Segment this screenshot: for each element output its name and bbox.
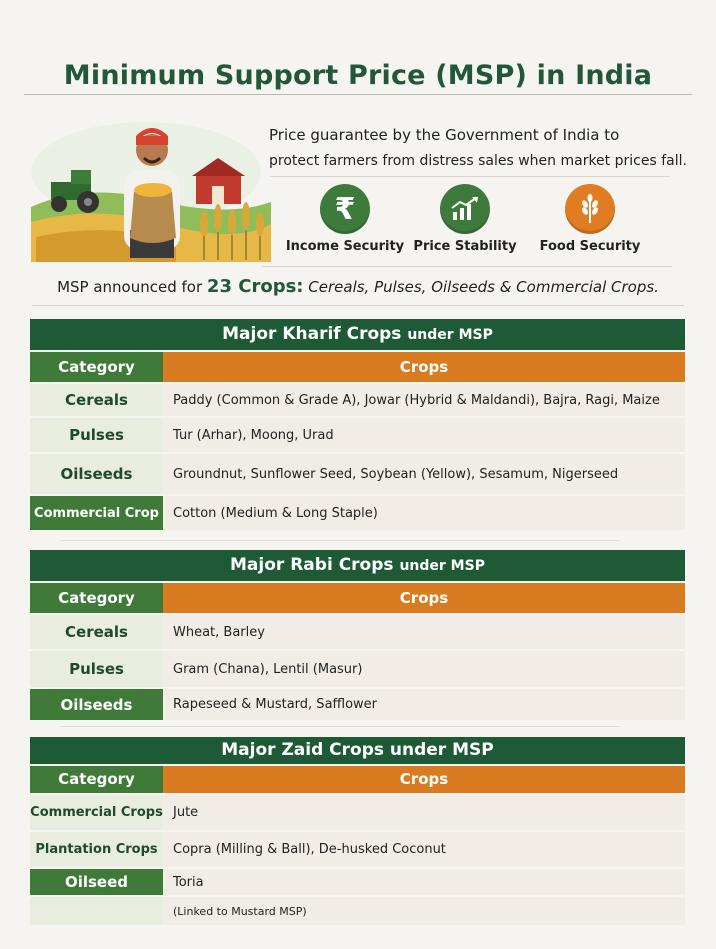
table-row xyxy=(30,384,685,416)
announce-list: Cereals, Pulses, Oilseeds & Commercial Crops. xyxy=(308,278,659,296)
feature-label: Income Security xyxy=(285,239,405,254)
row-category: Oilseeds xyxy=(30,454,163,494)
header-crops: Crops xyxy=(163,583,685,613)
rabi-title-main: Major Rabi Crops xyxy=(230,555,394,575)
table-header xyxy=(30,352,685,382)
intro-divider xyxy=(270,176,670,177)
kharif-title-suffix: under MSP xyxy=(407,327,493,343)
header-category: Category xyxy=(30,352,163,382)
header-crops: Crops xyxy=(163,766,685,793)
header-category: Category xyxy=(30,766,163,793)
features-divider xyxy=(262,266,672,267)
row-crops: Cotton (Medium & Long Staple) xyxy=(163,496,685,530)
header-category: Category xyxy=(30,583,163,613)
feature-food-security xyxy=(525,184,655,254)
table-row xyxy=(30,897,685,925)
page-title: Minimum Support Price (MSP) in India xyxy=(63,60,653,91)
row-crops: Jute xyxy=(163,795,685,830)
wheat-icon xyxy=(565,184,615,234)
row-category xyxy=(30,897,163,925)
row-crops: Copra (Milling & Ball), De-husked Coconut xyxy=(163,832,685,867)
header-crops: Crops xyxy=(163,352,685,382)
row-crops: Gram (Chana), Lentil (Masur) xyxy=(163,651,685,687)
row-crops: Rapeseed & Mustard, Safflower xyxy=(163,689,685,720)
table-row xyxy=(30,496,685,530)
intro-line-1: Price guarantee by the Government of India to xyxy=(269,126,620,144)
announce-count: 23 Crops: xyxy=(206,276,304,297)
table-row xyxy=(30,689,685,720)
feature-label: Price Stability xyxy=(413,239,517,254)
rupee-icon: ₹ xyxy=(320,184,370,234)
row-crops: Tur (Arhar), Moong, Urad xyxy=(163,418,685,452)
row-category: Oilseeds xyxy=(30,689,163,720)
rabi-title-suffix: under MSP xyxy=(399,558,485,574)
announce-divider xyxy=(32,305,684,306)
rabi-table xyxy=(30,550,685,720)
row-crops: Toria xyxy=(163,869,685,895)
row-category: Pulses xyxy=(30,418,163,452)
row-category: Cereals xyxy=(30,615,163,649)
farmer-illustration xyxy=(26,112,276,262)
feature-income-security xyxy=(280,184,410,254)
intro-line-2: protect farmers from distress sales when market prices fall. xyxy=(269,153,687,169)
table-row xyxy=(30,651,685,687)
announcement xyxy=(0,276,716,297)
row-category: Commercial Crops xyxy=(30,795,163,830)
row-category: Commercial Crop xyxy=(30,496,163,530)
rabi-title xyxy=(30,550,685,581)
section-divider xyxy=(60,540,620,541)
announce-prefix: MSP announced for xyxy=(57,278,203,296)
table-row xyxy=(30,418,685,452)
kharif-title xyxy=(30,319,685,350)
row-crops: Groundnut, Sunflower Seed, Soybean (Yellow), Sesamum, Nigerseed xyxy=(163,454,685,494)
row-crops: Wheat, Barley xyxy=(163,615,685,649)
kharif-table xyxy=(30,319,685,530)
growth-chart-icon xyxy=(440,184,490,234)
kharif-title-main: Major Kharif Crops xyxy=(222,324,402,344)
row-category: Oilseed xyxy=(30,869,163,895)
table-row xyxy=(30,795,685,830)
feature-label: Food Security xyxy=(539,239,641,254)
row-category: Pulses xyxy=(30,651,163,687)
row-note: (Linked to Mustard MSP) xyxy=(163,897,685,925)
table-row xyxy=(30,615,685,649)
intro-text xyxy=(269,122,689,174)
row-crops: Paddy (Common & Grade A), Jowar (Hybrid & Maldandi), Bajra, Ragi, Maize xyxy=(163,384,685,416)
table-row xyxy=(30,832,685,867)
row-category: Plantation Crops xyxy=(30,832,163,867)
row-category: Cereals xyxy=(30,384,163,416)
table-row xyxy=(30,454,685,494)
zaid-title: Major Zaid Crops under MSP xyxy=(30,737,685,764)
table-header xyxy=(30,766,685,793)
title-divider xyxy=(24,94,692,95)
section-divider xyxy=(60,726,620,727)
zaid-table xyxy=(30,737,685,925)
feature-price-stability xyxy=(400,184,530,254)
table-row xyxy=(30,869,685,895)
table-header xyxy=(30,583,685,613)
